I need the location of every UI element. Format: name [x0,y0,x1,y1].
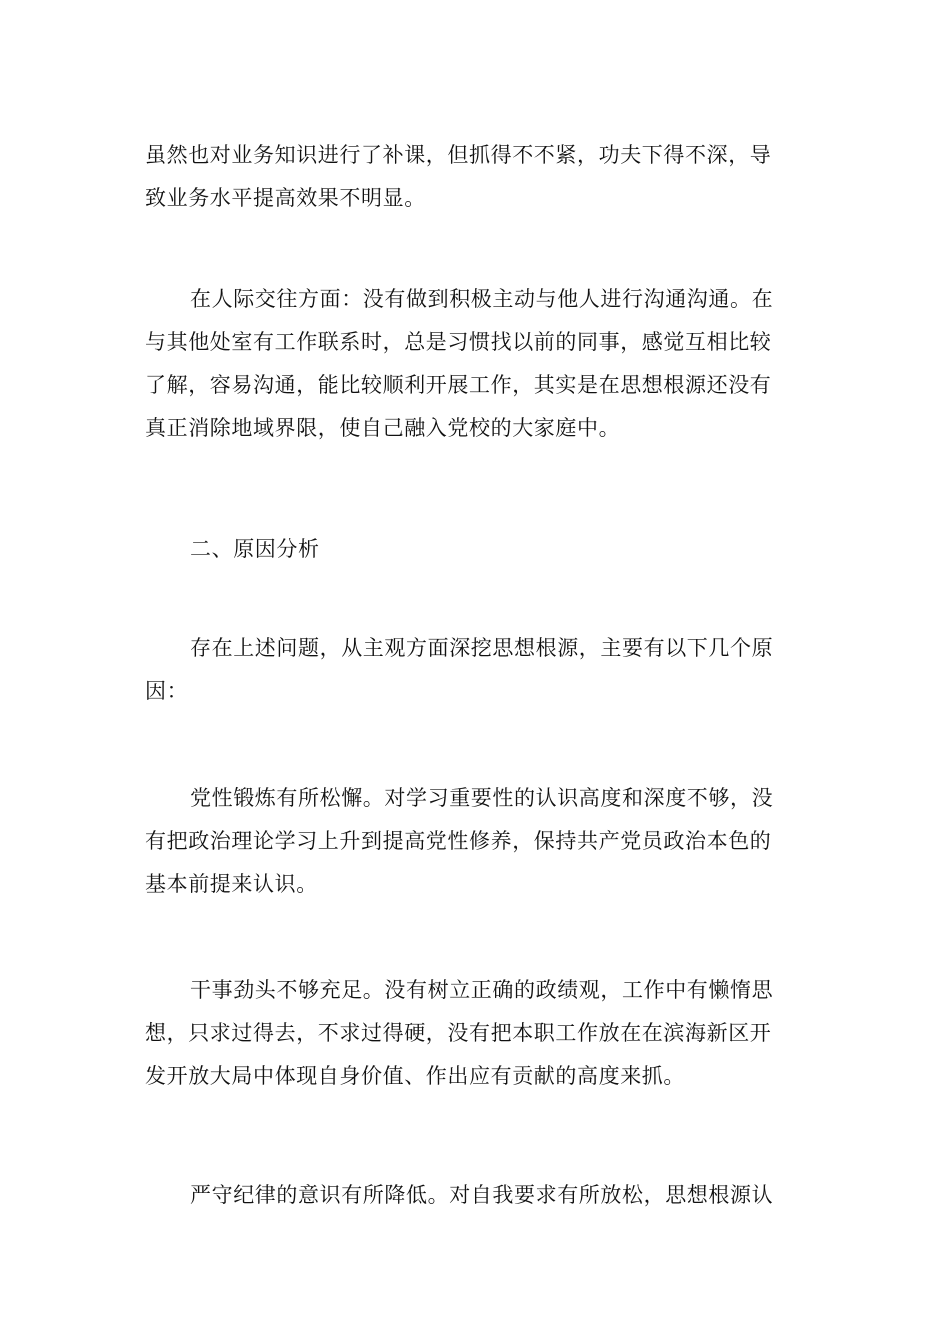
paragraph-line: 发开放大局中体现自身价值、作出应有贡献的高度来抓。 [145,1064,685,1088]
paragraph-line: 想，只求过得去，不求过得硬，没有把本职工作放在在滨海新区开 [145,1021,772,1045]
paragraph-line: 严守纪律的意识有所降低。对自我要求有所放松，思想根源认 [190,1183,774,1207]
paragraph-line: 虽然也对业务知识进行了补课，但抓得不不紧，功夫下得不深，导 [145,143,772,167]
paragraph-line: 与其他处室有工作联系时，总是习惯找以前的同事，感觉互相比较 [145,330,772,354]
paragraph-line: 党性锻炼有所松懈。对学习重要性的认识高度和深度不够，没 [190,786,774,810]
section-heading: 二、原因分析 [190,537,320,561]
paragraph-line: 真正消除地域界限，使自己融入党校的大家庭中。 [145,416,621,440]
paragraph-line: 存在上述问题，从主观方面深挖思想根源，主要有以下几个原 [190,636,774,660]
paragraph-line: 干事劲头不够充足。没有树立正确的政绩观，工作中有懒惰思 [190,978,774,1002]
paragraph-line: 基本前提来认识。 [145,872,318,896]
paragraph-line: 有把政治理论学习上升到提高党性修养，保持共产党员政治本色的 [145,829,772,853]
paragraph-line: 致业务水平提高效果不明显。 [145,186,426,210]
paragraph-line: 因： [145,679,189,703]
paragraph-line: 了解，容易沟通，能比较顺利开展工作，其实是在思想根源还没有 [145,373,772,397]
paragraph-line: 在人际交往方面：没有做到积极主动与他人进行沟通沟通。在 [190,287,774,311]
